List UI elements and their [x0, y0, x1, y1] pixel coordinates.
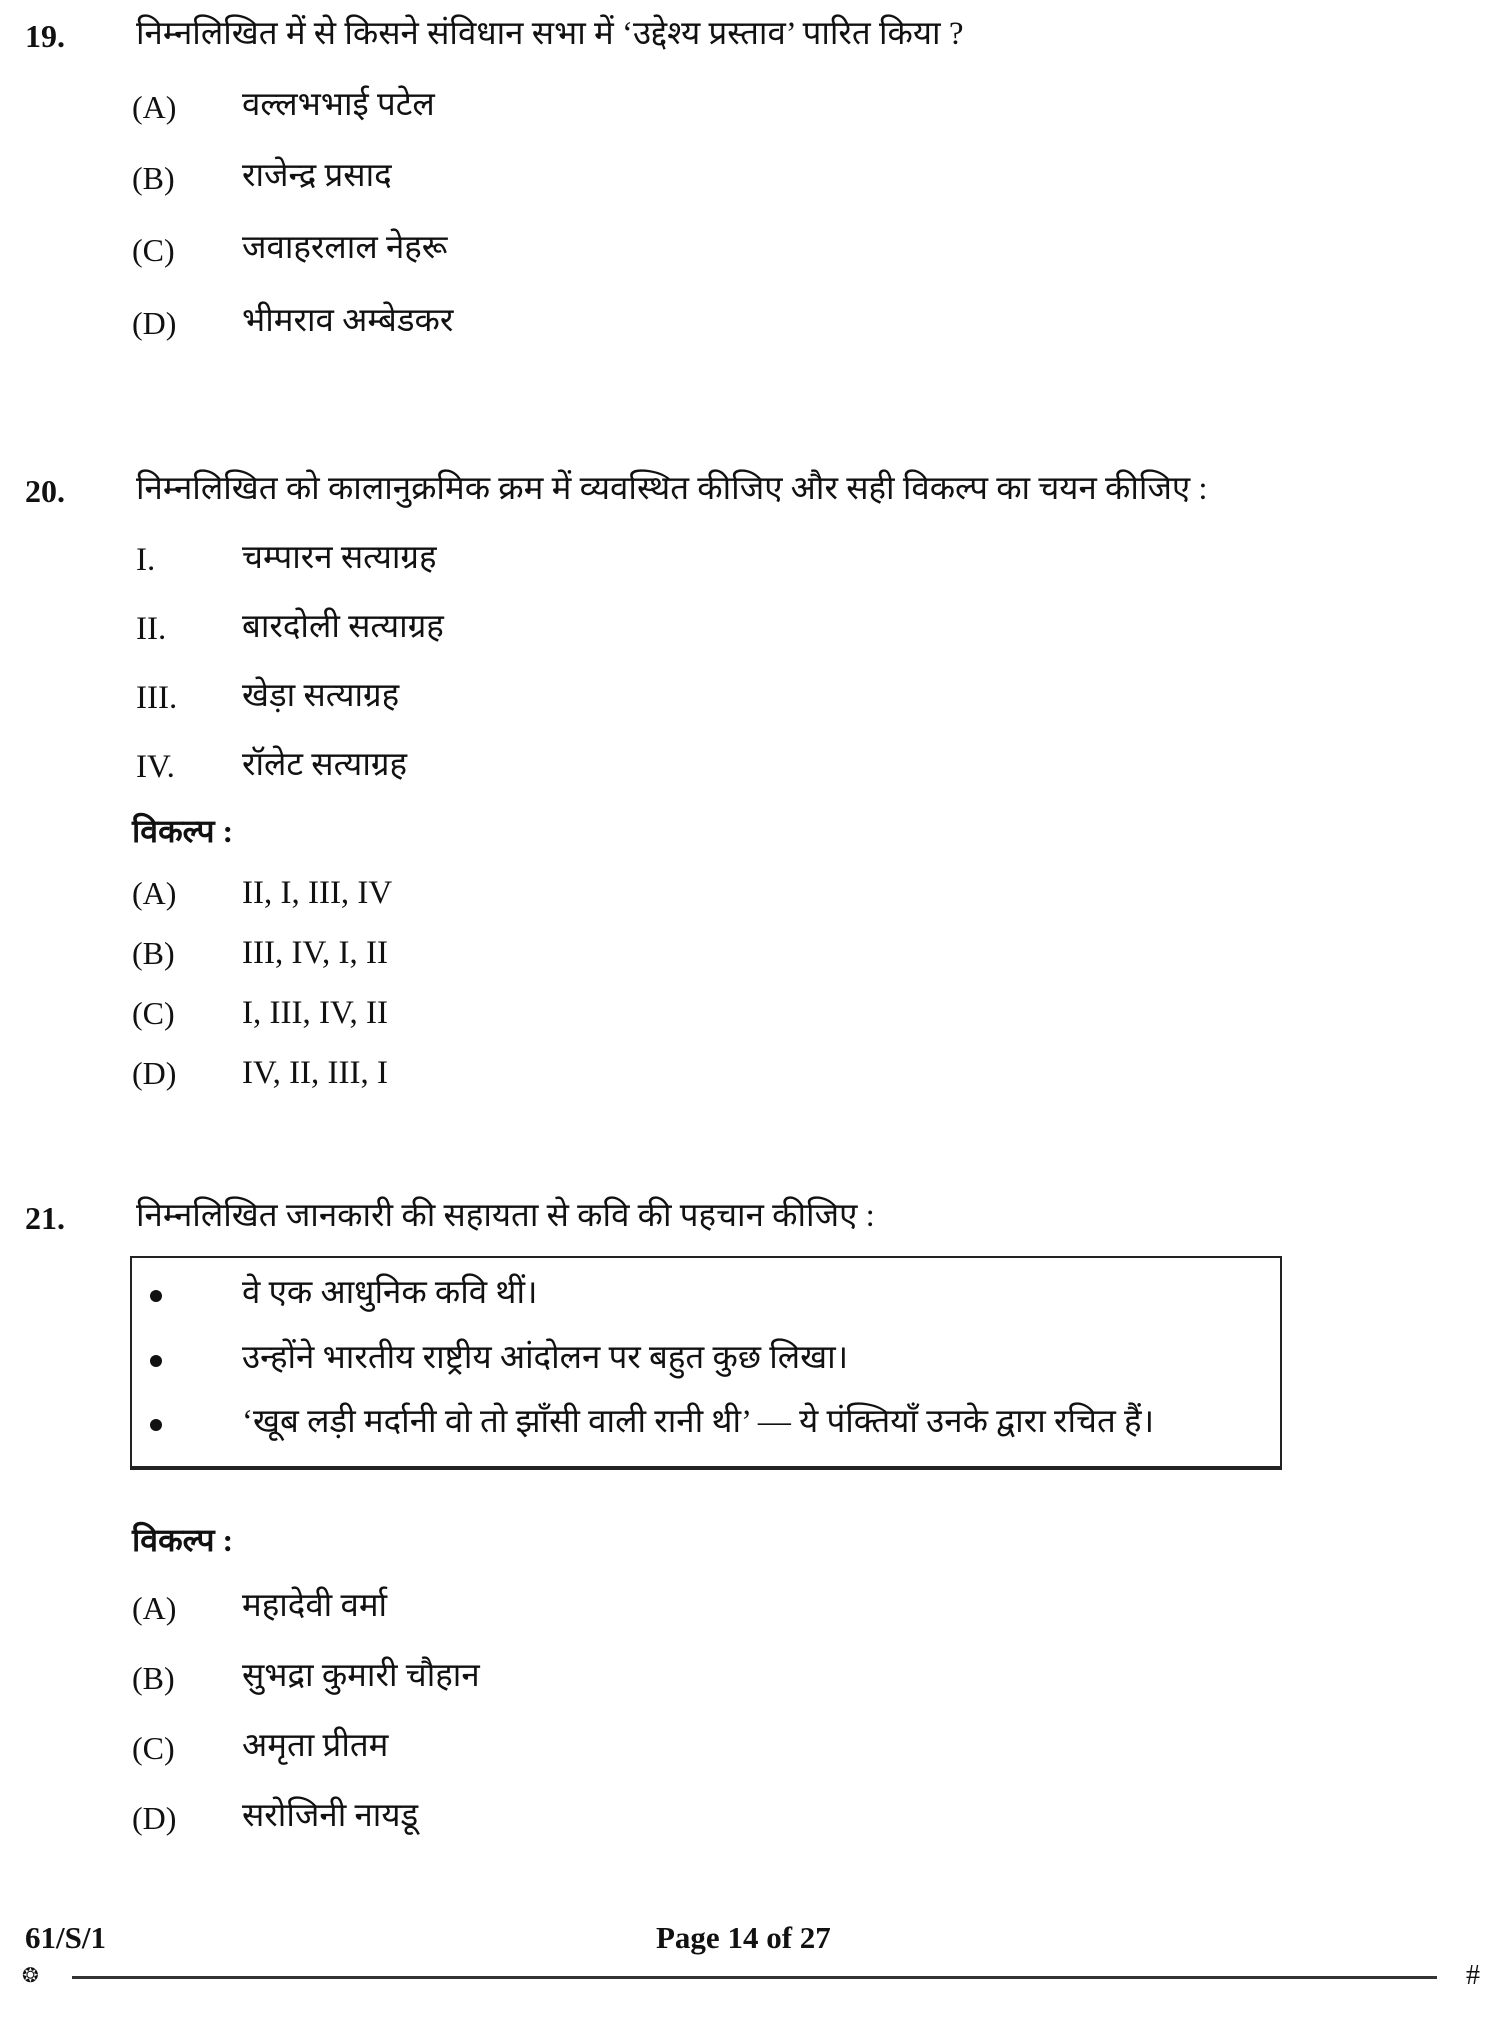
item-label-ii: II.	[136, 611, 167, 647]
item-label-i: I.	[136, 542, 156, 578]
item-label-iii: III.	[136, 680, 178, 716]
item-text-i: चम्पारन सत्याग्रह	[242, 540, 437, 576]
option-text-19b: राजेन्द्र प्रसाद	[242, 158, 392, 194]
option-text-21a: महादेवी वर्मा	[242, 1588, 388, 1624]
question-number-21: 21.	[25, 1200, 65, 1236]
item-text-iv: रॉलेट सत्याग्रह	[242, 747, 407, 783]
option-label-19c: (C)	[132, 232, 175, 268]
option-label-20c: (C)	[132, 995, 175, 1031]
options-heading-20: विकल्प :	[132, 813, 234, 849]
option-text-20d: IV, II, III, I	[242, 1055, 389, 1091]
hash-mark: #	[1466, 1960, 1480, 1991]
item-label-iv: IV.	[136, 749, 175, 785]
clue-2: उन्होंने भारतीय राष्ट्रीय आंदोलन पर बहुत कुछ लिखा।	[242, 1340, 849, 1376]
clue-3: ‘खूब लड़ी मर्दानी वो तो झाँसी वाली रानी थी’ — ये पंक्तियाँ उनके द्वारा रचित हैं।	[242, 1404, 1155, 1440]
option-label-19a: (A)	[132, 89, 177, 125]
question-number-19: 19.	[25, 18, 65, 54]
option-text-20c: I, III, IV, II	[242, 995, 389, 1031]
question-text-19: निम्नलिखित में से किसने संविधान सभा में ‘उद्देश्य प्रस्ताव’ पारित किया ?	[136, 16, 964, 52]
flower-mark-icon: ❂	[22, 1965, 39, 1987]
question-number-20: 20.	[25, 473, 65, 509]
options-heading-21: विकल्प :	[132, 1522, 234, 1558]
option-text-21c: अमृता प्रीतम	[242, 1728, 389, 1764]
option-label-20d: (D)	[132, 1055, 177, 1091]
page-number: Page 14 of 27	[656, 1920, 831, 1955]
option-label-19b: (B)	[132, 160, 175, 196]
item-text-iii: खेड़ा सत्याग्रह	[242, 678, 400, 714]
option-text-19a: वल्लभभाई पटेल	[242, 87, 435, 123]
clue-1: वे एक आधुनिक कवि थीं।	[242, 1275, 538, 1311]
bullet-icon	[150, 1290, 162, 1302]
option-label-20a: (A)	[132, 875, 177, 911]
option-text-19d: भीमराव अम्बेडकर	[242, 303, 454, 339]
option-label-19d: (D)	[132, 305, 177, 341]
option-label-21a: (A)	[132, 1590, 177, 1626]
paper-code: 61/S/1	[25, 1920, 106, 1955]
option-text-21b: सुभद्रा कुमारी चौहान	[242, 1658, 480, 1694]
bullet-icon	[150, 1419, 162, 1431]
option-label-21b: (B)	[132, 1660, 175, 1696]
option-label-20b: (B)	[132, 935, 175, 971]
footer-rule	[72, 1976, 1437, 1979]
question-text-20: निम्नलिखित को कालानुक्रमिक क्रम में व्यवस्थित कीजिए और सही विकल्प का चयन कीजिए :	[136, 471, 1208, 507]
option-text-20b: III, IV, I, II	[242, 935, 389, 971]
bullet-icon	[150, 1355, 162, 1367]
option-label-21c: (C)	[132, 1730, 175, 1766]
option-text-21d: सरोजिनी नायडू	[242, 1798, 419, 1834]
option-label-21d: (D)	[132, 1800, 177, 1836]
option-text-20a: II, I, III, IV	[242, 875, 393, 911]
option-text-19c: जवाहरलाल नेहरू	[242, 230, 448, 266]
item-text-ii: बारदोली सत्याग्रह	[242, 609, 444, 645]
question-text-21: निम्नलिखित जानकारी की सहायता से कवि की पहचान कीजिए :	[136, 1198, 875, 1234]
